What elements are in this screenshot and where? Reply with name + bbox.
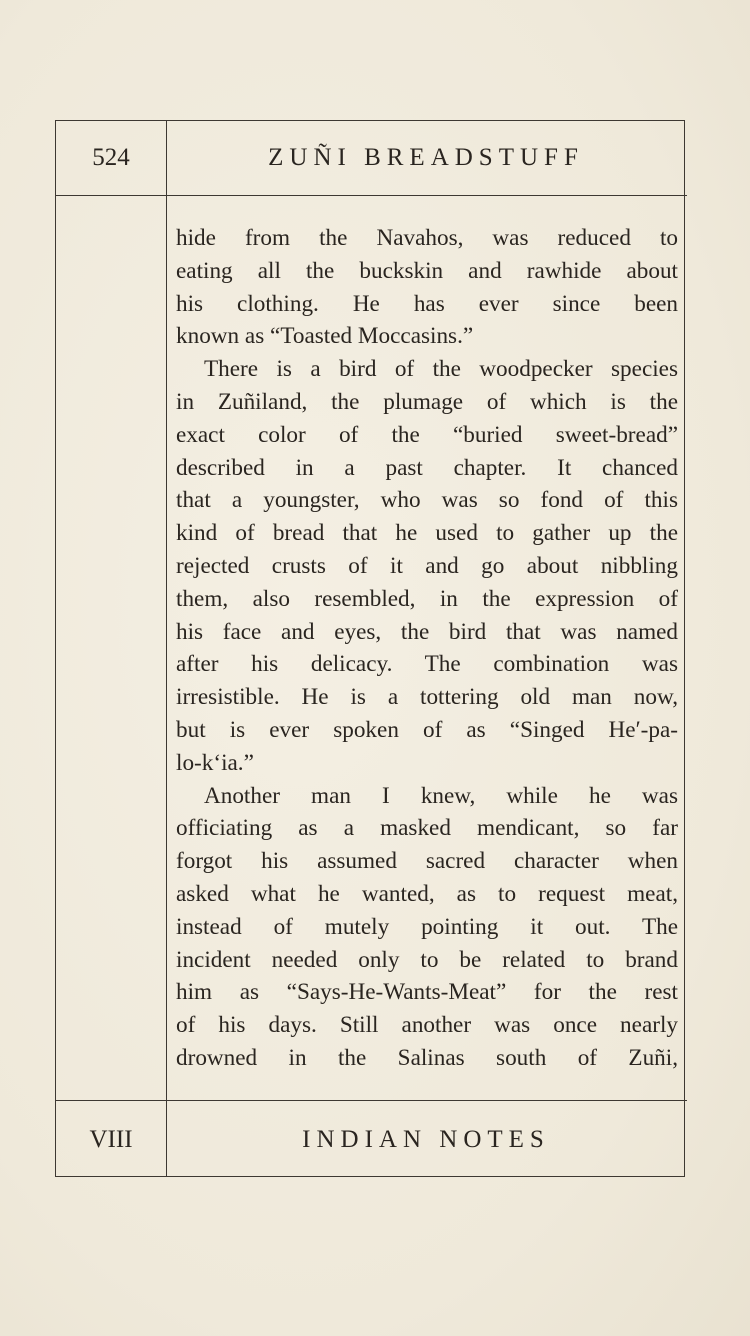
text-line: irresistible. He is a tottering old man now,: [176, 684, 678, 711]
text-line: his face and eyes, the bird that was named: [176, 618, 678, 645]
footer-rule: [55, 1100, 687, 1101]
volume-number: VIII: [89, 1125, 133, 1153]
text-line: his clothing. He has ever since been: [176, 290, 678, 317]
series-title: INDIAN NOTES: [302, 1125, 550, 1153]
text-line: eating all the buckskin and rawhide about: [176, 257, 678, 284]
running-title: ZUÑI BREADSTUFF: [268, 143, 584, 171]
text-line: hide from the Navahos, was reduced to: [176, 225, 678, 251]
text-line: forgot his assumed sacred character when: [176, 848, 678, 875]
text-line: instead of mutely pointing it out. The: [176, 913, 678, 940]
margin-column-rule: [166, 120, 167, 1177]
text-line: known as “Toasted Moccasins.”: [176, 323, 474, 350]
text-line: drowned in the Salinas south of Zuñi,: [176, 1044, 678, 1071]
body-text: [176, 222, 678, 1075]
text-line: exact color of the “buried sweet-bread”: [176, 421, 678, 448]
text-line: Another man I knew, while he was: [204, 782, 678, 809]
text-line: incident needed only to be related to brand: [176, 946, 678, 973]
text-line: asked what he wanted, as to request meat,: [176, 880, 678, 907]
page-number: 524: [92, 143, 130, 171]
header-rule: [55, 195, 687, 196]
text-line: them, also resembled, in the expression of: [176, 585, 678, 612]
text-line: that a youngster, who was so fond of this: [176, 487, 678, 514]
text-line: of his days. Still another was once nearly: [176, 1012, 678, 1039]
text-line: but is ever spoken of as “Singed He′-pa-: [176, 716, 678, 743]
text-line: rejected crusts of it and go about nibbling: [176, 552, 678, 579]
text-line: in Zuñiland, the plumage of which is the: [176, 388, 678, 415]
text-line: officiating as a masked mendicant, so far: [176, 815, 678, 842]
text-line: lo-k‘ia.”: [176, 749, 254, 776]
text-line: him as “Says-He-Wants-Meat” for the rest: [176, 979, 678, 1006]
text-line: described in a past chapter. It chanced: [176, 454, 678, 481]
text-line: kind of bread that he used to gather up the: [176, 520, 678, 547]
text-line: after his delicacy. The combination was: [176, 651, 678, 678]
text-line: There is a bird of the woodpecker species: [204, 356, 678, 383]
